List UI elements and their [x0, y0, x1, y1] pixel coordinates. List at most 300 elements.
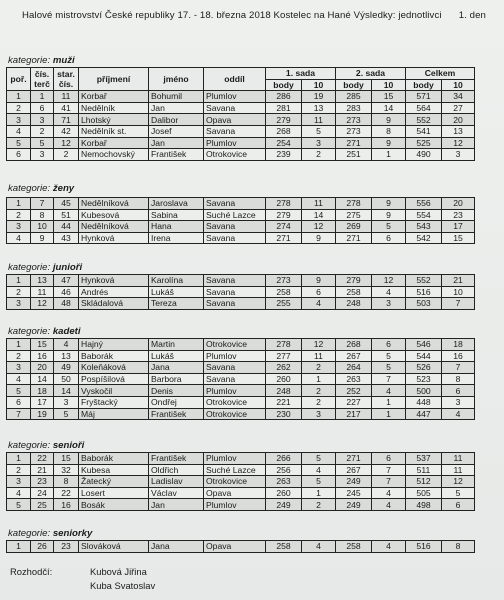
table-row [7, 221, 475, 233]
cell-celkem-10: 21 [442, 275, 475, 287]
cell-sada1-10: 14 [302, 209, 336, 221]
cell-sada1-body: 248 [266, 385, 302, 397]
cell-sada2-body: 251 [336, 149, 372, 161]
cell-oddil: Otrokovice [204, 476, 266, 488]
cell-sada2-body: 271 [336, 232, 372, 244]
cell-jmeno: Oldřich [149, 464, 204, 476]
cell-sada2-body: 278 [336, 198, 372, 210]
cell-celkem-10: 23 [442, 209, 475, 221]
judge-name: Kuba Svatoslav [90, 580, 156, 591]
cell-star-cis: 15 [54, 453, 79, 465]
cell-celkem-10: 7 [442, 298, 475, 310]
cell-sada2-body: 248 [336, 298, 372, 310]
cell-star-cis: 48 [54, 298, 79, 310]
cell-cis-terc: 19 [31, 408, 54, 420]
col-header-sada1: 1. sada [266, 68, 336, 80]
cell-prijmeni: Kubesová [79, 209, 149, 221]
cell-celkem-10: 3 [442, 149, 475, 161]
cell-sada2-body: 268 [336, 339, 372, 351]
cell-sada2-body: 285 [336, 91, 372, 103]
cell-sada1-body: 255 [266, 298, 302, 310]
cell-star-cis: 47 [54, 275, 79, 287]
cell-jmeno: Lukáš [149, 286, 204, 298]
cell-oddil: Plumlov [204, 137, 266, 149]
cell-celkem-body: 516 [406, 541, 442, 553]
category-label-zeny: kategorie: ženy [8, 183, 75, 194]
cell-oddil: Otrokovice [204, 149, 266, 161]
table-row [7, 499, 475, 511]
cell-celkem-10: 5 [442, 487, 475, 499]
cell-sada2-body: 217 [336, 408, 372, 420]
cell-jmeno: Václav [149, 487, 204, 499]
cell-sada1-body: 281 [266, 102, 302, 114]
cell-sada1-10: 3 [302, 408, 336, 420]
cell-sada2-body: 249 [336, 476, 372, 488]
cell-jmeno: Bohumil [149, 91, 204, 103]
cell-celkem-10: 8 [442, 373, 475, 385]
day-label: 1. den [458, 10, 486, 21]
cell-sada1-10: 12 [302, 339, 336, 351]
table-row [7, 209, 475, 221]
cell-jmeno: Jana [149, 541, 204, 553]
cell-sada1-body: 278 [266, 339, 302, 351]
cell-poradi: 3 [7, 221, 31, 233]
cell-oddil: Opava [204, 114, 266, 126]
cell-sada1-body: 254 [266, 137, 302, 149]
document-title [22, 10, 492, 21]
cell-oddil: Savana [204, 232, 266, 244]
cell-prijmeni: Nedělník [79, 102, 149, 114]
cell-celkem-10: 4 [442, 408, 475, 420]
cell-cis-terc: 25 [31, 499, 54, 511]
cell-sada1-10: 6 [302, 286, 336, 298]
cell-sada1-body: 279 [266, 114, 302, 126]
cell-cis-terc: 3 [31, 149, 54, 161]
cell-celkem-10: 13 [442, 125, 475, 137]
cell-oddil: Savana [204, 275, 266, 287]
cell-sada2-10: 15 [372, 91, 406, 103]
cell-celkem-body: 516 [406, 286, 442, 298]
cell-poradi: 5 [7, 137, 31, 149]
cell-jmeno: Jaroslava [149, 198, 204, 210]
cell-celkem-body: 447 [406, 408, 442, 420]
cell-poradi: 4 [7, 487, 31, 499]
cell-star-cis: 12 [54, 137, 79, 149]
cell-cis-terc: 26 [31, 541, 54, 553]
cell-sada1-body: 278 [266, 198, 302, 210]
cell-poradi: 3 [7, 298, 31, 310]
cell-prijmeni: Baborák [79, 350, 149, 362]
judges-block [10, 566, 156, 591]
judges-names [90, 566, 230, 594]
cell-sada2-body: 245 [336, 487, 372, 499]
cell-celkem-body: 542 [406, 232, 442, 244]
cell-sada1-body: 239 [266, 149, 302, 161]
col-header-10: 10 [442, 79, 475, 91]
category-label-seniorky: kategorie: seniorky [8, 528, 93, 539]
cell-sada1-body: 279 [266, 209, 302, 221]
cell-sada2-10: 7 [372, 476, 406, 488]
cell-sada1-10: 4 [302, 541, 336, 553]
cell-sada1-10: 19 [302, 91, 336, 103]
cell-sada1-body: 263 [266, 476, 302, 488]
cell-celkem-10: 7 [442, 362, 475, 374]
cell-celkem-10: 20 [442, 114, 475, 126]
cell-sada2-10: 5 [372, 362, 406, 374]
cell-sada2-10: 6 [372, 339, 406, 351]
cell-celkem-10: 18 [442, 339, 475, 351]
cell-oddil: Otrokovice [204, 396, 266, 408]
cell-celkem-10: 11 [442, 453, 475, 465]
cell-celkem-body: 500 [406, 385, 442, 397]
cell-prijmeni: Nemochovský [79, 149, 149, 161]
cell-prijmeni: Korbař [79, 137, 149, 149]
cell-cis-terc: 22 [31, 453, 54, 465]
cell-prijmeni: Pospíšilová [79, 373, 149, 385]
cell-sada1-10: 3 [302, 137, 336, 149]
table-row [7, 541, 475, 553]
cell-poradi: 2 [7, 464, 31, 476]
cell-sada2-body: 267 [336, 464, 372, 476]
cell-jmeno: Barbora [149, 373, 204, 385]
cell-cis-terc: 11 [31, 286, 54, 298]
cell-sada2-10: 6 [372, 232, 406, 244]
col-header-jmeno: jméno [149, 68, 204, 91]
category-label-juniori: kategorie: junioři [8, 262, 83, 273]
cell-cis-terc: 20 [31, 362, 54, 374]
cell-sada1-body: 262 [266, 362, 302, 374]
cell-cis-terc: 7 [31, 198, 54, 210]
cell-sada2-body: 279 [336, 275, 372, 287]
cell-poradi: 1 [7, 541, 31, 553]
col-header-star-cis: star. čís. [54, 68, 79, 91]
cell-cis-terc: 9 [31, 232, 54, 244]
cell-sada1-10: 2 [302, 385, 336, 397]
table-row [7, 286, 475, 298]
cell-jmeno: Ladislav [149, 476, 204, 488]
cell-sada2-body: 258 [336, 286, 372, 298]
cell-sada2-body: 271 [336, 453, 372, 465]
results-table-muzi [6, 67, 475, 161]
results-table-juniori [6, 274, 475, 310]
cell-jmeno: Martin [149, 339, 204, 351]
cell-cis-terc: 16 [31, 350, 54, 362]
table-row [7, 408, 475, 420]
cell-oddil: Savana [204, 362, 266, 374]
col-header-body: body [406, 79, 442, 91]
judge-name: Kubová Jiřina [90, 566, 147, 577]
cell-sada1-10: 9 [302, 232, 336, 244]
results-table-zeny [6, 197, 475, 244]
cell-celkem-10: 10 [442, 286, 475, 298]
cell-sada1-body: 249 [266, 499, 302, 511]
cell-oddil: Otrokovice [204, 339, 266, 351]
cell-poradi: 6 [7, 396, 31, 408]
cell-sada2-body: 271 [336, 137, 372, 149]
table-row [7, 198, 475, 210]
cell-star-cis: 14 [54, 385, 79, 397]
cell-sada1-10: 11 [302, 114, 336, 126]
cell-oddil: Savana [204, 198, 266, 210]
cell-sada2-10: 5 [372, 221, 406, 233]
cell-celkem-body: 541 [406, 125, 442, 137]
cell-prijmeni: Žatecký [79, 476, 149, 488]
cell-poradi: 1 [7, 198, 31, 210]
cell-celkem-10: 6 [442, 499, 475, 511]
cell-poradi: 4 [7, 232, 31, 244]
cell-star-cis: 50 [54, 373, 79, 385]
cell-prijmeni: Nedělníková [79, 221, 149, 233]
cell-sada1-body: 258 [266, 541, 302, 553]
cell-oddil: Savana [204, 373, 266, 385]
cell-sada1-body: 274 [266, 221, 302, 233]
results-table-seniorky [6, 540, 475, 553]
cell-sada1-10: 5 [302, 125, 336, 137]
cell-celkem-10: 12 [442, 137, 475, 149]
cell-celkem-body: 546 [406, 339, 442, 351]
cell-prijmeni: Koleňáková [79, 362, 149, 374]
cell-prijmeni: Korbař [79, 91, 149, 103]
cell-poradi: 3 [7, 114, 31, 126]
cell-sada2-body: 263 [336, 373, 372, 385]
cell-jmeno: Irena [149, 232, 204, 244]
cell-cis-terc: 5 [31, 137, 54, 149]
cell-jmeno: Denis [149, 385, 204, 397]
category-label-seniori: kategorie: senioři [8, 440, 85, 451]
category-label-kadeti: kategorie: kadeti [8, 326, 81, 337]
cell-star-cis: 23 [54, 541, 79, 553]
cell-cis-terc: 24 [31, 487, 54, 499]
cell-sada2-body: 258 [336, 541, 372, 553]
cell-poradi: 3 [7, 476, 31, 488]
cell-jmeno: Karolína [149, 275, 204, 287]
cell-oddil: Plumlov [204, 385, 266, 397]
cell-celkem-body: 571 [406, 91, 442, 103]
cell-oddil: Plumlov [204, 499, 266, 511]
cell-sada2-10: 3 [372, 298, 406, 310]
cell-cis-terc: 3 [31, 114, 54, 126]
cell-star-cis: 8 [54, 476, 79, 488]
cell-sada1-body: 266 [266, 453, 302, 465]
cell-star-cis: 41 [54, 102, 79, 114]
cell-celkem-10: 12 [442, 476, 475, 488]
cell-star-cis: 16 [54, 499, 79, 511]
cell-celkem-body: 564 [406, 102, 442, 114]
cell-oddil: Opava [204, 541, 266, 553]
cell-star-cis: 5 [54, 408, 79, 420]
cell-poradi: 2 [7, 209, 31, 221]
col-header-cis-terc: čís. terč [31, 68, 54, 91]
cell-sada2-body: 267 [336, 350, 372, 362]
cell-sada2-10: 7 [372, 373, 406, 385]
cell-jmeno: Jana [149, 362, 204, 374]
cell-sada2-10: 4 [372, 499, 406, 511]
col-header-body: body [266, 79, 302, 91]
cell-sada1-10: 11 [302, 350, 336, 362]
cell-celkem-10: 11 [442, 464, 475, 476]
col-header-10: 10 [372, 79, 406, 91]
cell-celkem-body: 498 [406, 499, 442, 511]
cell-sada2-body: 273 [336, 114, 372, 126]
title-text: Halové mistrovství České republiky 17. - 18. března 2018 Kostelec na Hané Výsledky: jednotlivci [22, 10, 442, 21]
table-row [7, 137, 475, 149]
cell-prijmeni: Lhotský [79, 114, 149, 126]
cell-celkem-body: 525 [406, 137, 442, 149]
cell-celkem-body: 543 [406, 221, 442, 233]
cell-sada2-10: 4 [372, 541, 406, 553]
cell-sada2-10: 6 [372, 453, 406, 465]
cell-prijmeni: Baborák [79, 453, 149, 465]
cell-celkem-body: 503 [406, 298, 442, 310]
table-row [7, 464, 475, 476]
cell-jmeno: Sabina [149, 209, 204, 221]
cell-sada2-body: 252 [336, 385, 372, 397]
cell-sada2-10: 9 [372, 209, 406, 221]
results-table-seniori [6, 452, 475, 511]
cell-cis-terc: 6 [31, 102, 54, 114]
cell-cis-terc: 8 [31, 209, 54, 221]
cell-celkem-body: 537 [406, 453, 442, 465]
cell-sada2-body: 227 [336, 396, 372, 408]
cell-cis-terc: 15 [31, 339, 54, 351]
cell-sada2-body: 264 [336, 362, 372, 374]
cell-oddil: Suché Lazce [204, 209, 266, 221]
table-row [7, 350, 475, 362]
cell-celkem-10: 34 [442, 91, 475, 103]
cell-celkem-body: 448 [406, 396, 442, 408]
cell-sada1-body: 258 [266, 286, 302, 298]
cell-celkem-10: 27 [442, 102, 475, 114]
cell-cis-terc: 21 [31, 464, 54, 476]
cell-celkem-10: 3 [442, 396, 475, 408]
cell-sada1-10: 1 [302, 487, 336, 499]
cell-celkem-body: 512 [406, 476, 442, 488]
table-row [7, 114, 475, 126]
table-row [7, 102, 475, 114]
cell-celkem-body: 556 [406, 198, 442, 210]
cell-sada1-body: 271 [266, 232, 302, 244]
cell-sada1-body: 268 [266, 125, 302, 137]
table-row [7, 396, 475, 408]
cell-sada2-body: 275 [336, 209, 372, 221]
cell-sada2-10: 1 [372, 408, 406, 420]
cell-prijmeni: Bosák [79, 499, 149, 511]
cell-celkem-10: 20 [442, 198, 475, 210]
cell-sada1-body: 256 [266, 464, 302, 476]
cell-sada2-10: 12 [372, 275, 406, 287]
cell-sada1-10: 2 [302, 149, 336, 161]
cell-prijmeni: Vyskočil [79, 385, 149, 397]
cell-poradi: 1 [7, 339, 31, 351]
cell-sada2-10: 14 [372, 102, 406, 114]
cell-jmeno: Josef [149, 125, 204, 137]
cell-oddil: Suché Lazce [204, 464, 266, 476]
cell-celkem-body: 511 [406, 464, 442, 476]
cell-prijmeni: Nedělník st. [79, 125, 149, 137]
cell-sada1-10: 2 [302, 499, 336, 511]
cell-prijmeni: Hajný [79, 339, 149, 351]
cell-oddil: Opava [204, 487, 266, 499]
cell-star-cis: 11 [54, 91, 79, 103]
table-row [7, 373, 475, 385]
cell-jmeno: Ondřej [149, 396, 204, 408]
cell-oddil: Savana [204, 221, 266, 233]
cell-celkem-body: 554 [406, 209, 442, 221]
cell-cis-terc: 18 [31, 385, 54, 397]
cell-sada1-body: 273 [266, 275, 302, 287]
cell-celkem-10: 8 [442, 541, 475, 553]
cell-sada2-10: 1 [372, 396, 406, 408]
cell-sada1-body: 221 [266, 396, 302, 408]
cell-celkem-body: 552 [406, 114, 442, 126]
cell-star-cis: 13 [54, 350, 79, 362]
cell-oddil: Plumlov [204, 350, 266, 362]
cell-sada1-10: 5 [302, 453, 336, 465]
cell-star-cis: 44 [54, 221, 79, 233]
cell-sada1-body: 230 [266, 408, 302, 420]
cell-prijmeni: Skládalová [79, 298, 149, 310]
cell-celkem-10: 15 [442, 232, 475, 244]
cell-sada2-10: 7 [372, 464, 406, 476]
cell-star-cis: 4 [54, 339, 79, 351]
cell-star-cis: 3 [54, 396, 79, 408]
cell-sada1-body: 260 [266, 487, 302, 499]
cell-star-cis: 22 [54, 487, 79, 499]
cell-sada1-10: 5 [302, 476, 336, 488]
cell-sada2-body: 273 [336, 125, 372, 137]
cell-poradi: 3 [7, 362, 31, 374]
cell-prijmeni: Máj [79, 408, 149, 420]
cell-sada2-10: 4 [372, 286, 406, 298]
col-header-prijmeni: příjmení [79, 68, 149, 91]
cell-star-cis: 45 [54, 198, 79, 210]
cell-sada1-10: 1 [302, 373, 336, 385]
table-row [7, 91, 475, 103]
table-row [7, 487, 475, 499]
cell-sada1-10: 11 [302, 198, 336, 210]
cell-sada1-body: 286 [266, 91, 302, 103]
table-row [7, 362, 475, 374]
results-table-kadeti [6, 338, 475, 420]
cell-cis-terc: 2 [31, 125, 54, 137]
cell-prijmeni: Slováková [79, 541, 149, 553]
cell-sada1-10: 13 [302, 102, 336, 114]
cell-jmeno: Hana [149, 221, 204, 233]
cell-jmeno: František [149, 408, 204, 420]
table-row [7, 298, 475, 310]
cell-poradi: 6 [7, 149, 31, 161]
table-row [7, 232, 475, 244]
cell-poradi: 5 [7, 499, 31, 511]
cell-prijmeni: Nedělníková [79, 198, 149, 210]
cell-celkem-body: 552 [406, 275, 442, 287]
cell-sada2-body: 249 [336, 499, 372, 511]
cell-poradi: 4 [7, 125, 31, 137]
cell-celkem-body: 526 [406, 362, 442, 374]
cell-jmeno: Tereza [149, 298, 204, 310]
cell-poradi: 2 [7, 102, 31, 114]
cell-celkem-body: 523 [406, 373, 442, 385]
cell-oddil: Plumlov [204, 91, 266, 103]
cell-celkem-body: 505 [406, 487, 442, 499]
cell-poradi: 2 [7, 286, 31, 298]
cell-poradi: 1 [7, 275, 31, 287]
table-row [7, 149, 475, 161]
cell-oddil: Savana [204, 298, 266, 310]
cell-sada2-10: 4 [372, 385, 406, 397]
col-header-oddil: oddíl [204, 68, 266, 91]
cell-jmeno: František [149, 149, 204, 161]
